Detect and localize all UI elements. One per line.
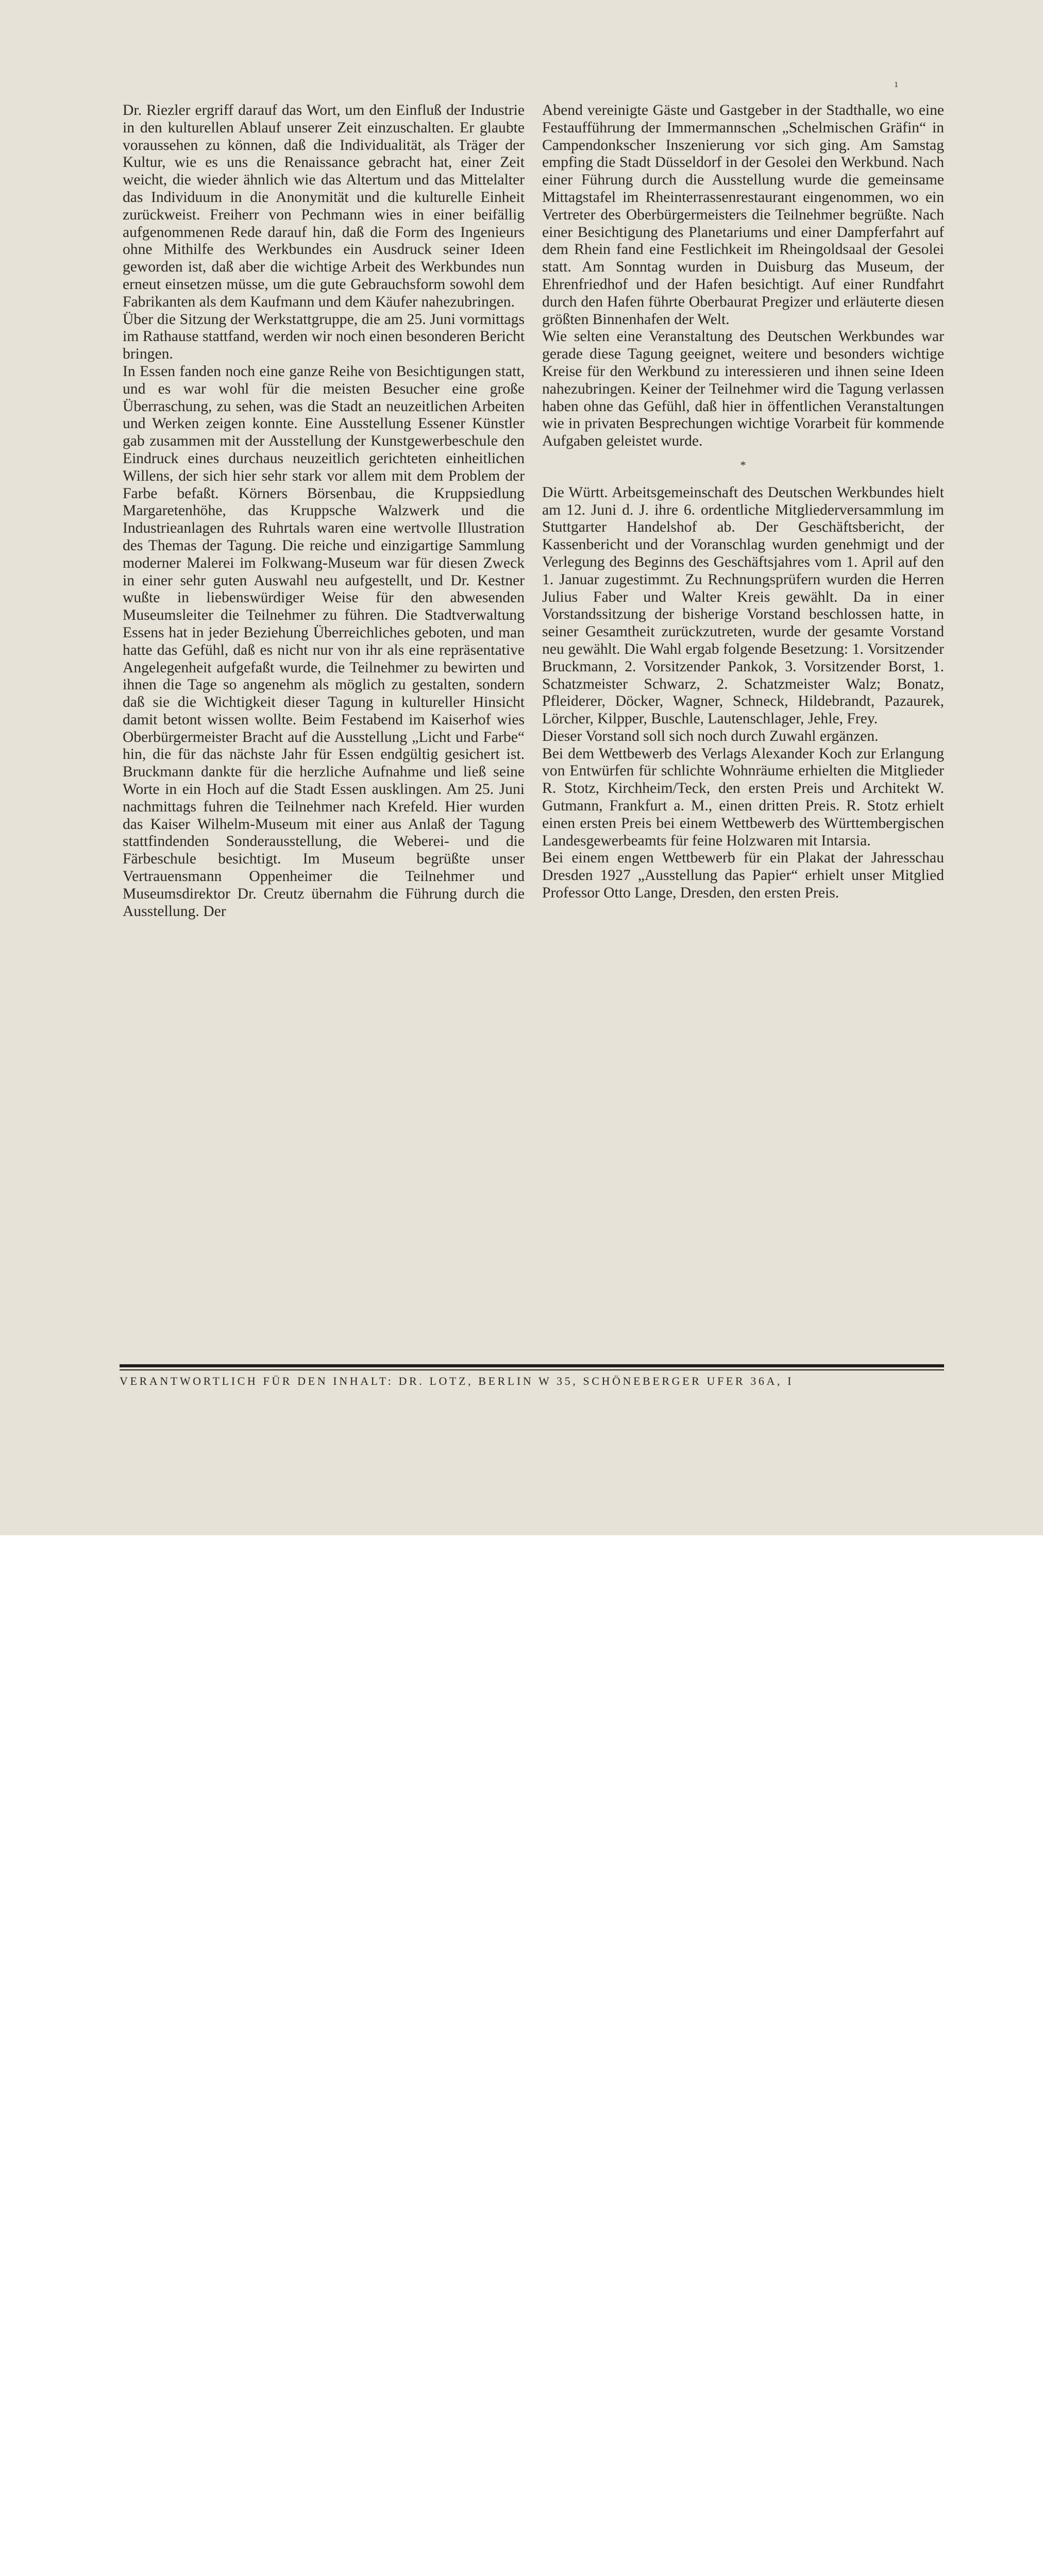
paragraph: Abend vereinigte Gäste und Gastgeber in der Stadthalle, wo eine Festaufführung der Immermannschen „Schelmischen Gräfin“ in Campendonkscher Inszenierung vor sich ging. Am Samstag empfing die Stadt Düsseldorf in der Gesolei den Werkbund. Nach einer Führung durch die Ausstellung wurde die gemeinsame Mittagstafel im Rheinterrassenrestaurant eingenommen, wo ein Vertreter des Oberbürgermeisters die Teilnehmer begrüßte. Nach einer Besichtigung des Planetariums und einer Dampferfahrt auf dem Rhein fand eine Festlichkeit im Rheingoldsaal der Gesolei statt. Am Sonntag wurden in Duisburg das Museum, der Ehrenfriedhof und der Hafen besichtigt. Auf einer Rundfahrt durch den Hafen führte Oberbaurat Pregizer und erläuterte diesen größten Binnenhafen der Welt. (542, 102, 944, 328)
paragraph: In Essen fanden noch eine ganze Reihe von Besichtigungen statt, und es war wohl für die meisten Besucher eine große Überraschung, zu sehen, was die Stadt an neuzeitlichen Arbeiten und Werken zeigen konnte. Eine Ausstellung Essener Künstler gab zusammen mit der Ausstellung der Kunstgewerbeschule den Eindruck eines durchaus neuzeitlich gerichteten einheitlichen Willens, der sich hier sehr stark vor allem mit dem Problem der Farbe befaßt. Körners Börsenbau, die Kruppsiedlung Margaretenhöhe, das Kruppsche Walzwerk und die Industrieanlagen des Ruhrtals waren eine wertvolle Illustration des Themas der Tagung. Die reiche und einzigartige Sammlung moderner Malerei im Folkwang-Museum war für diesen Zweck in einer sehr guten Auswahl neu aufgestellt, und Dr. Kestner wußte in liebenswürdiger Weise für den abwesenden Museumsleiter die Teilnehmer zu führen. Die Stadtverwaltung Essens hat in jeder Beziehung Überreichliches geboten, und man hatte das Gefühl, daß es nicht nur von ihr als eine repräsentative Angelegenheit aufgefaßt wurde, die Teilnehmer zu bewirten und ihnen die Tage so angenehm als möglich zu gestalten, sondern daß sie die Wichtigkeit dieser Tagung in kultureller Hinsicht damit betont wissen wollte. Beim Festabend im Kaiserhof wies Oberbürgermeister Bracht auf die Ausstellung „Licht und Farbe“ hin, die für das nächste Jahr für Essen endgültig gesichert ist. Bruckmann dankte für die herzliche Aufnahme und ließ seine Worte in ein Hoch auf die Stadt Essen ausklingen. Am 25. Juni nachmittags fuhren die Teilnehmer nach Krefeld. Hier wurden das Kaiser Wilhelm-Museum mit einer aus Anlaß der Tagung stattfindenden Sonderausstellung, die Weberei- und die Färbeschule besichtigt. Im Museum begrüßte unser Vertrauensmann Oppenheimer die Teilnehmer und Museumsdirektor Dr. Creutz übernahm die Führung durch die Ausstellung. Der (123, 363, 525, 920)
imprint-line: VERANTWORTLICH FÜR DEN INHALT: DR. LOTZ, BERLIN W 35, SCHÖNEBERGER UFER 36A, I (120, 1375, 794, 1387)
paragraph: Die Württ. Arbeitsgemeinschaft des Deutschen Werkbundes hielt am 12. Juni d. J. ihre 6. ordentliche Mitgliederversammlung im Stuttgarter Handelshof ab. Der Geschäftsbericht, der Kassenbericht und der Voranschlag wurden genehmigt und der Verlegung des Beginns des Geschäftsjahres vom 1. April auf den 1. Januar zugestimmt. Zu Rechnungsprüfern wurden die Herren Julius Faber und Walter Kreis gewählt. Da in einer Vorstandssitzung der bisherige Vorstand beschlossen hatte, in seiner Gesamtheit zurückzutreten, wurde der gesamte Vorstand neu gewählt. Die Wahl ergab folgende Besetzung: 1. Vorsitzender Bruckmann, 2. Vorsitzender Pankok, 3. Vorsitzender Borst, 1. Schatzmeister Schwarz, 2. Schatzmeister Walz; Bonatz, Pfleiderer, Döcker, Wagner, Schneck, Hildebrandt, Pazaurek, Lörcher, Kilpper, Buschle, Lautenschlager, Jehle, Frey. (542, 484, 944, 727)
page-mark: ı (895, 77, 898, 90)
paragraph: Dr. Riezler ergriff darauf das Wort, um den Einfluß der Industrie in den kulturellen Ablauf unserer Zeit einzuschalten. Er glaubte voraussehen zu können, daß die Individualität, als Träger der Kultur, wie es uns die Renaissance gebracht hat, einer Zeit weicht, die wieder ähnlich wie das Altertum und das Mittelalter das Individuum in die Anonymität und die kulturelle Einheit zurückweist. Freiherr von Pechmann wies in einer beifällig aufgenommenen Rede darauf hin, daß die Form des Ingenieurs ohne Mithilfe des Werkbundes ein Ausdruck seiner Ideen geworden ist, daß aber die wichtige Arbeit des Werkbundes nun erneut einsetzen müsse, um die gute Gebrauchsform sowohl dem Fabrikanten als dem Kaufmann und dem Käufer nahezubringen. (123, 102, 525, 310)
left-column (123, 102, 525, 920)
viewer-footer (0, 1535, 1043, 1609)
section-divider: * (740, 458, 746, 471)
imprint-rule (120, 1364, 944, 1367)
right-column (542, 102, 944, 902)
paragraph: Bei einem engen Wettbewerb für ein Plakat der Jahresschau Dresden 1927 „Ausstellung das Papier“ erhielt unser Mitglied Professor Otto Lange, Dresden, den ersten Preis. (542, 850, 944, 902)
paragraph: Bei dem Wettbewerb des Verlags Alexander Koch zur Erlangung von Entwürfen für schlichte Wohnräume erhielten die Mitglieder R. Stotz, Kirchheim/Teck, den ersten Preis und Architekt W. Gutmann, Frankfurt a. M., einen dritten Preis. R. Stotz erhielt einen ersten Preis bei einem Wettbewerb des Württembergischen Landesgewerbeamts für feine Holzwaren mit Intarsia. (542, 745, 944, 849)
paragraph: Wie selten eine Veranstaltung des Deutschen Werkbundes war gerade diese Tagung geeignet, weitere und besonders wichtige Kreise für den Werkbund zu interessieren und ihnen seine Ideen nahezubringen. Keiner der Teilnehmer wird die Tagung verlassen haben ohne das Gefühl, daß hier in öffentlichen Veranstaltungen wie in privaten Besprechungen wichtige Vorarbeit für kommende Aufgaben geleistet wurde. (542, 328, 944, 450)
paragraph: Über die Sitzung der Werkstattgruppe, die am 25. Juni vormittags im Rathause stattfand, werden wir noch einen besonderen Bericht bringen. (123, 311, 525, 363)
paragraph: Dieser Vorstand soll sich noch durch Zuwahl ergänzen. (542, 727, 879, 744)
imprint-rule-thin (120, 1369, 944, 1370)
